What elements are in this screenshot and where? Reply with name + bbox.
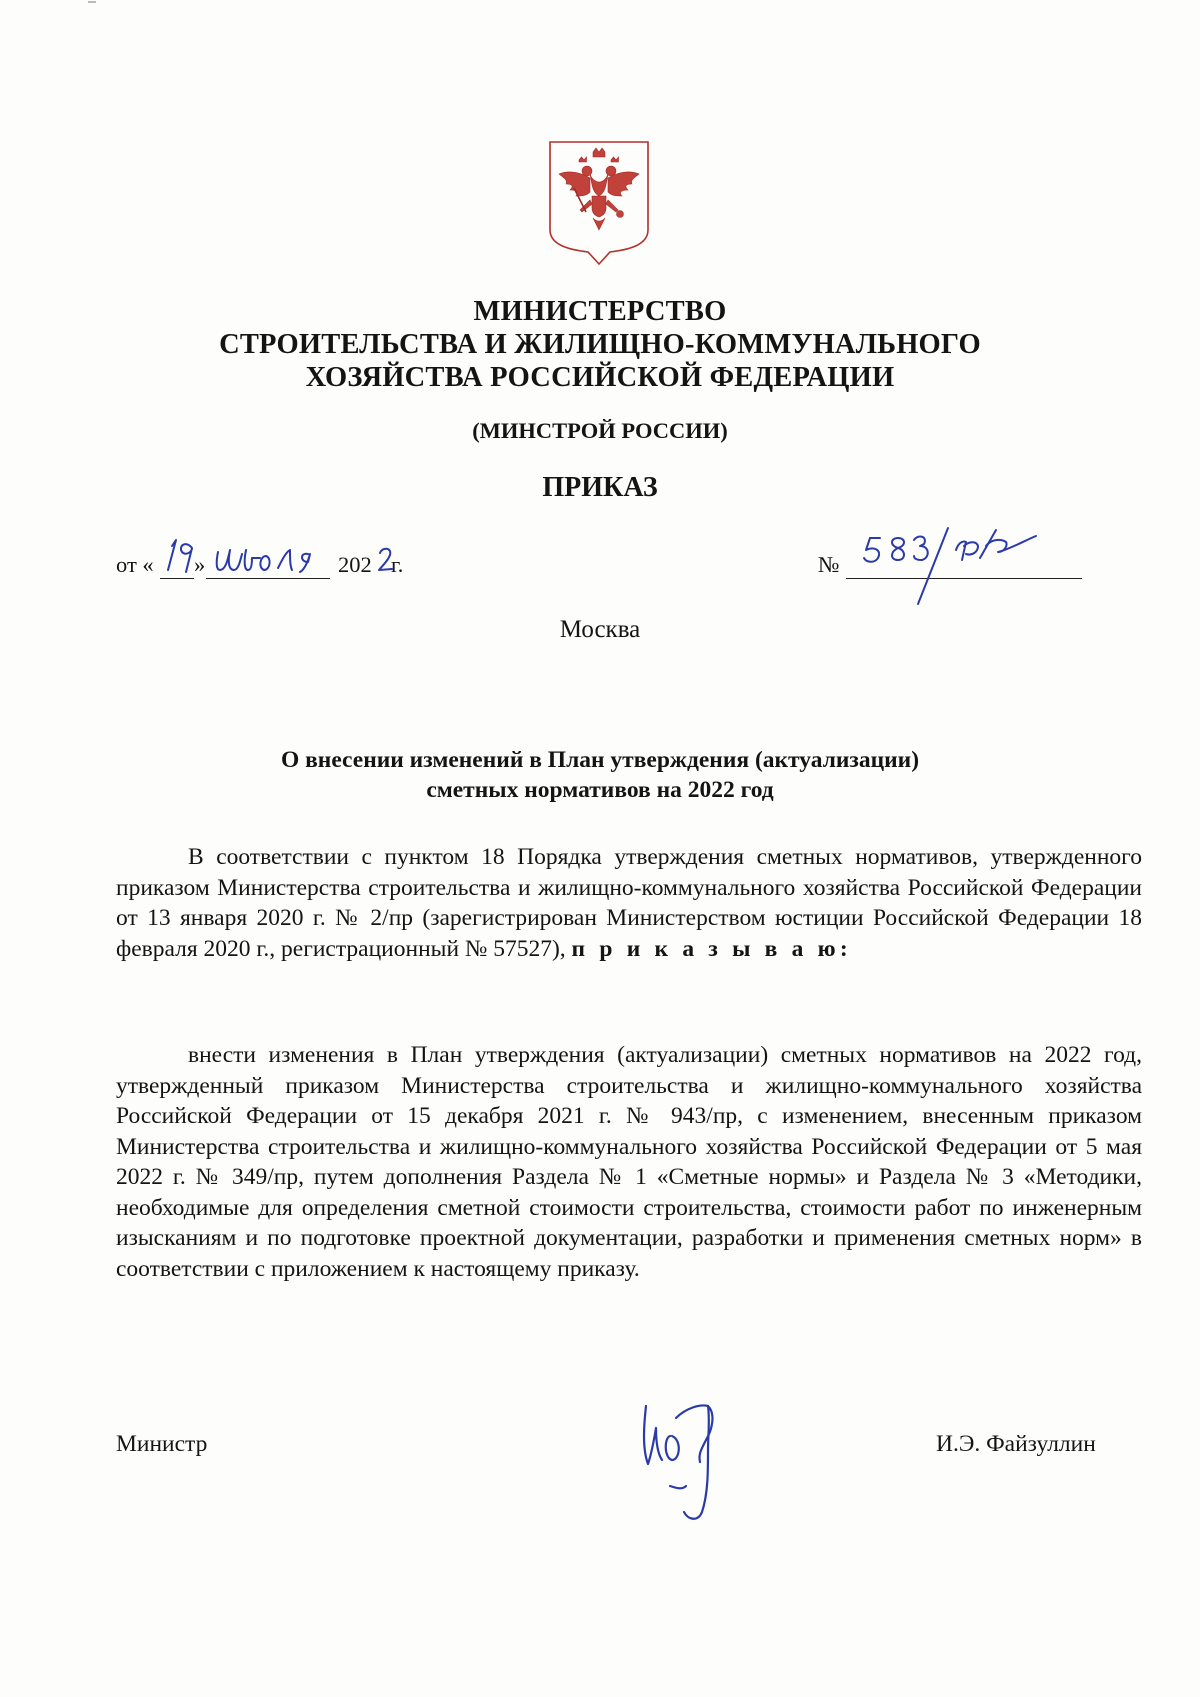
signatory-name: И.Э. Файзуллин bbox=[936, 1431, 1096, 1457]
preamble-paragraph bbox=[116, 842, 1142, 964]
handwritten-day bbox=[162, 536, 202, 578]
signatory-title: Министр bbox=[116, 1431, 208, 1457]
day-underline bbox=[160, 578, 194, 579]
scan-corner-mark bbox=[88, 0, 108, 4]
handwritten-order-number bbox=[858, 520, 1046, 606]
document-type-title: ПРИКАЗ bbox=[542, 472, 658, 503]
coat-of-arms-icon bbox=[546, 138, 652, 266]
date-year-suffix: г. bbox=[391, 552, 404, 577]
ministry-name-line-1: МИНИСТЕРСТВО bbox=[473, 296, 727, 327]
handwritten-signature bbox=[636, 1390, 728, 1526]
city-name: Москва bbox=[559, 616, 641, 643]
date-year-printed: 202 bbox=[338, 552, 372, 577]
ministry-name-line-3: ХОЗЯЙСТВА РОССИЙСКОЙ ФЕДЕРАЦИИ bbox=[305, 362, 895, 393]
operative-paragraph: внести изменения в План утверждения (актуализации) сметных нормативов на 2022 год, утвержденный приказом Министерства строительства и жилищно-коммунального хозяйства Российской Федерации от 15 декабря 2021 г. № 943/пр, с изменением, внесенным приказом Министерства строительства и жилищно-коммунального хозяйства Российской Федерации от 5 мая 2022 г. № 349/пр, путем дополнения Раздела № 1 «Сметные нормы» и Раздела № 3 «Методики, необходимые для определения сметной стоимости строительства, стоимости работ по инженерным изысканиям и по подготовке проектной документации, разработки и применения сметных норм» в соответствии с приложением к настоящему приказу. bbox=[116, 1042, 1142, 1282]
handwritten-month bbox=[212, 540, 336, 576]
ministry-name-line-2: СТРОИТЕЛЬСТВА И ЖИЛИЩНО-КОММУНАЛЬНОГО bbox=[219, 329, 981, 360]
preamble-text: В соответствии с пунктом 18 Порядка утверждения сметных нормативов, утвержденного приказом Министерства строительства и жилищно-коммунального хозяйства Российской Федерации от 13 января 2020 г. № 2/пр (зарегистрирован Министерством юстиции Российской Федерации 18 февраля 2020 г., регистрационный № 57527), bbox=[116, 844, 1142, 962]
document-subject-line-2: сметных нормативов на 2022 год bbox=[426, 777, 774, 803]
date-close-quote: » bbox=[194, 552, 206, 577]
order-directive-word: п р и к а з ы в а ю: bbox=[571, 935, 852, 962]
order-number-label: № bbox=[818, 552, 840, 577]
document-subject-line-1: О внесении изменений в План утверждения (актуализации) bbox=[280, 747, 920, 773]
ministry-abbreviation: (МИНСТРОЙ РОССИИ) bbox=[472, 418, 728, 443]
handwritten-year-digit bbox=[376, 544, 396, 574]
date-prefix: от « bbox=[116, 552, 154, 577]
month-underline bbox=[206, 578, 330, 579]
